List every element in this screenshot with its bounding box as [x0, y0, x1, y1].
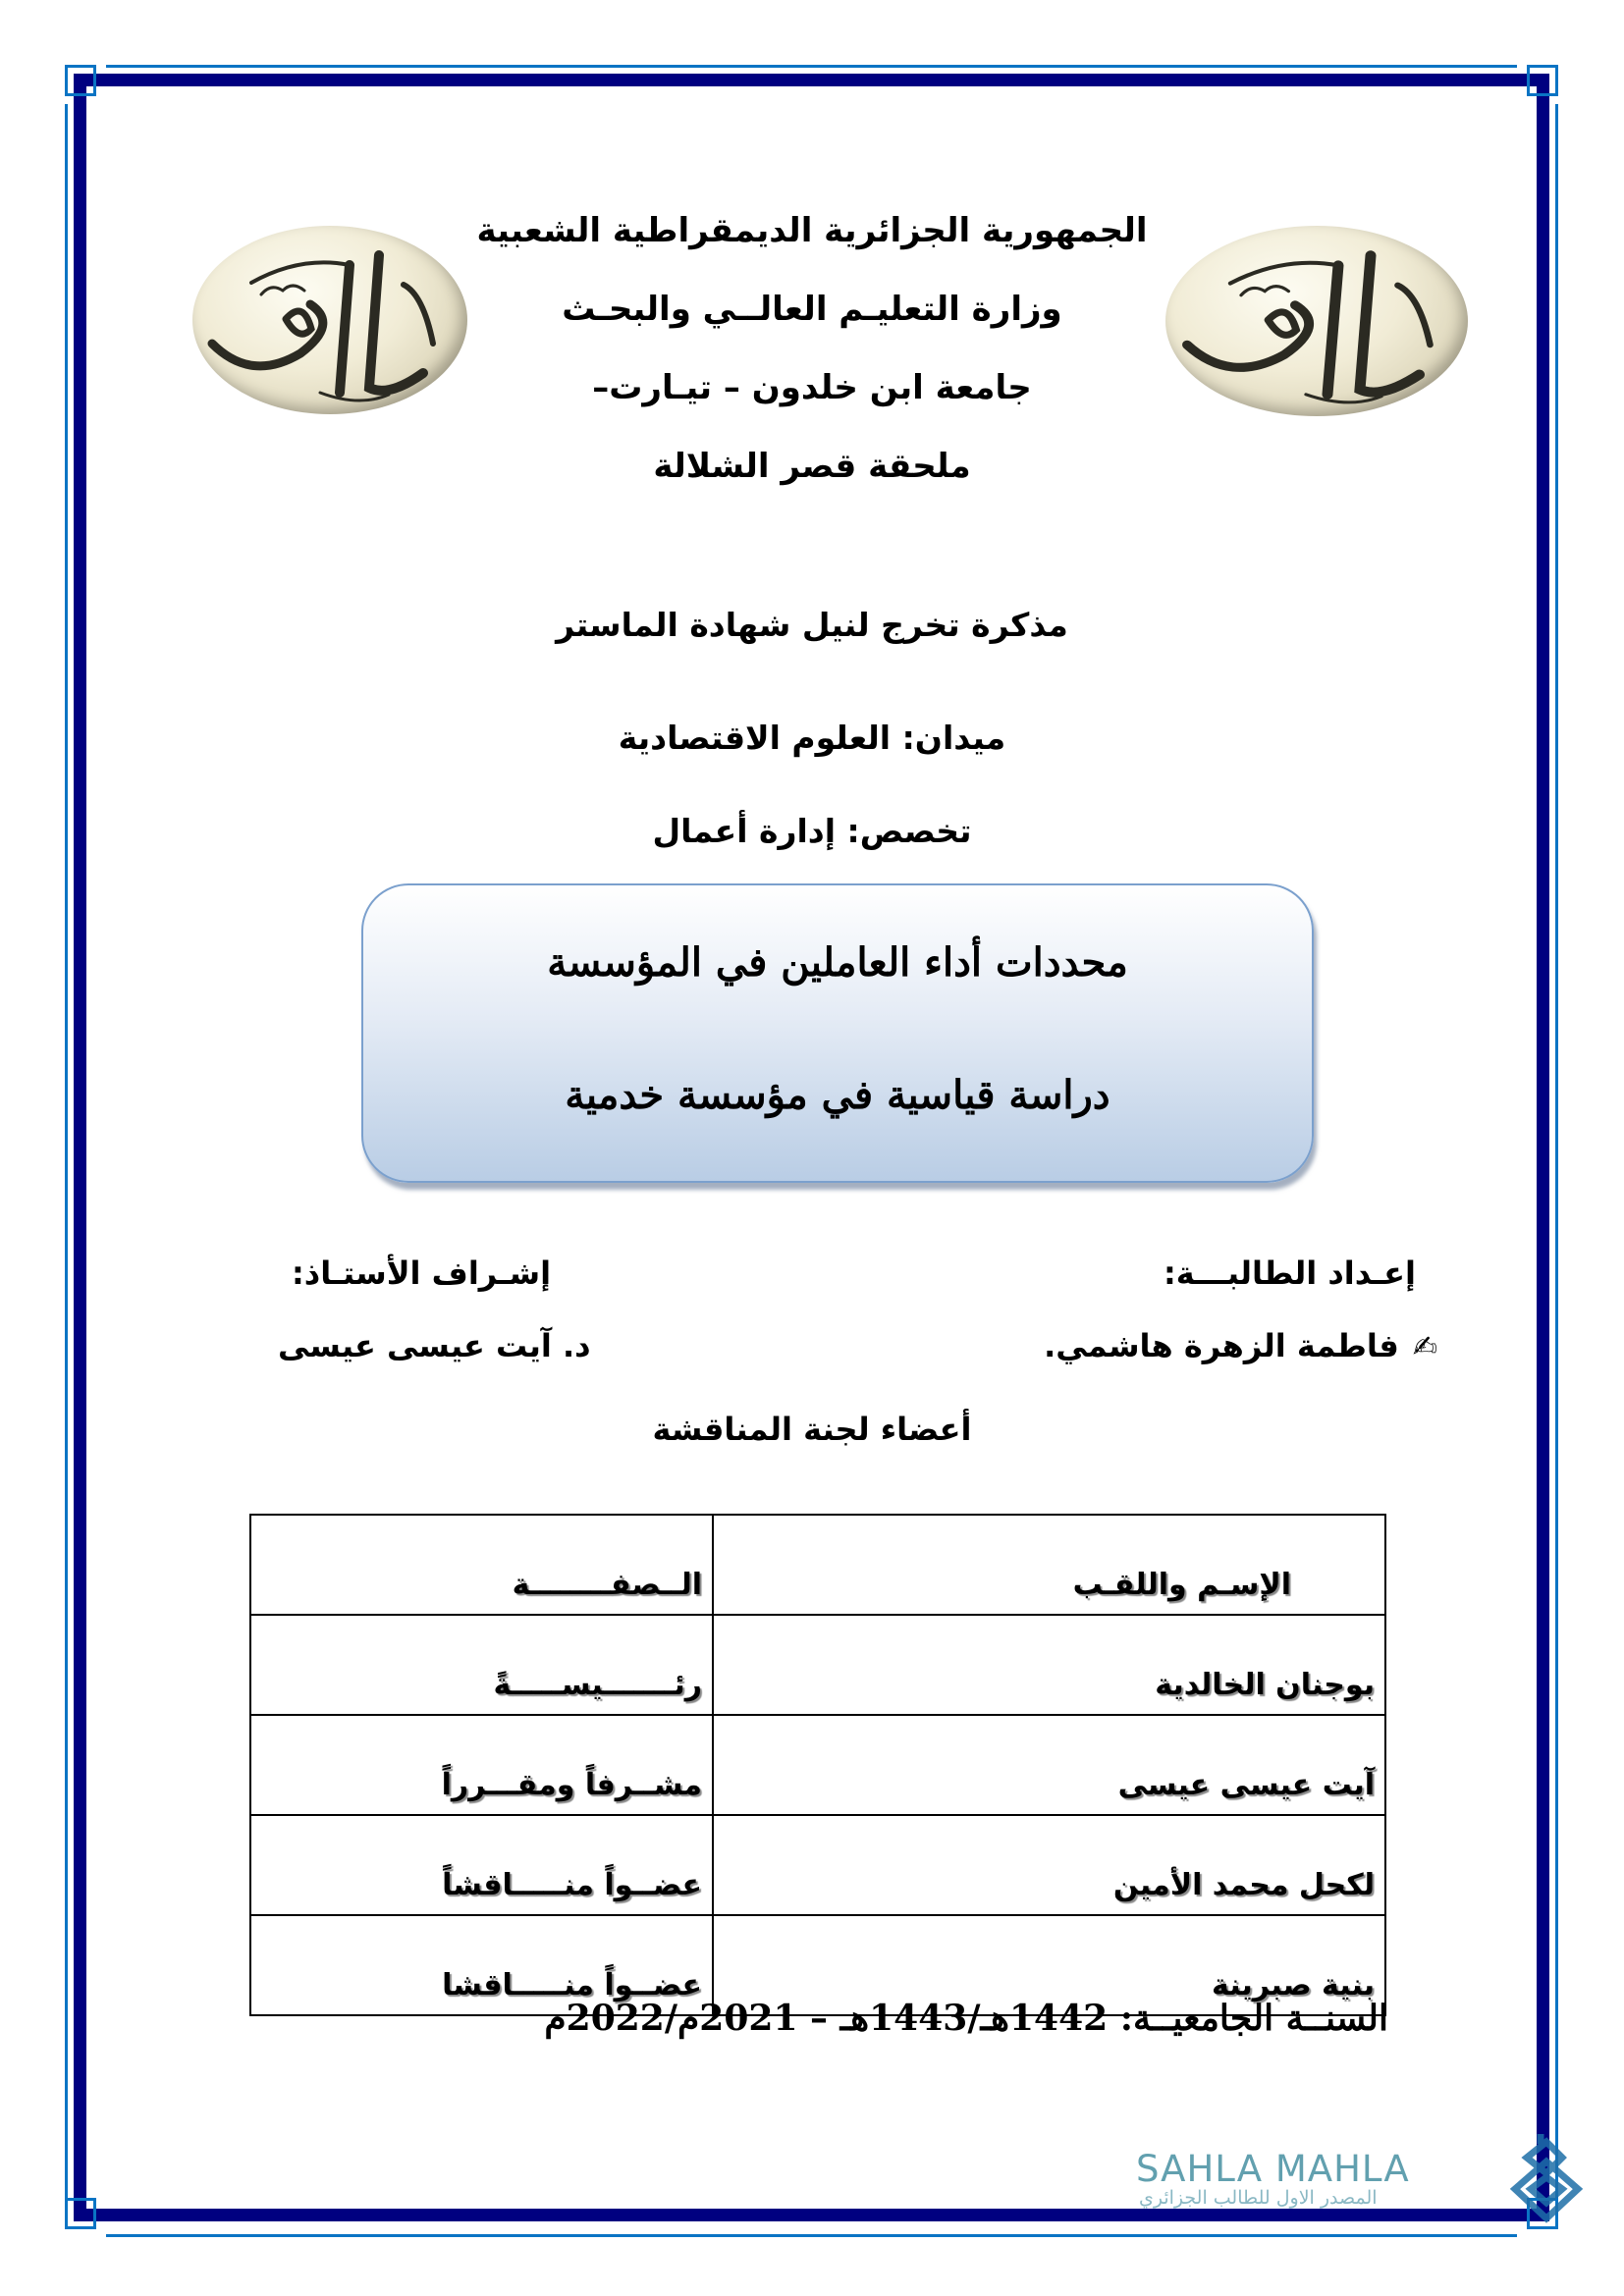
member-name: لكحل محمد الأمين: [713, 1815, 1385, 1915]
member-role: عضــواً منـــــاقشاً: [250, 1815, 713, 1915]
student-line: [1044, 1327, 1437, 1364]
supervisor-label: إشـراف الأستـاذ:: [292, 1255, 552, 1292]
republic-name: الجمهورية الجزائرية الديمقراطية الشعبية: [476, 211, 1148, 250]
border-corner-tl: [65, 65, 96, 96]
memo-field: ميدان: العلوم الاقتصادية: [618, 719, 1006, 757]
thesis-title-box: [361, 883, 1314, 1183]
member-name: بنية صبرينة: [713, 1915, 1385, 2015]
university-name: جامعة ابن خلدون – تيـارت–: [592, 368, 1032, 407]
watermark-brand: SAHLA MAHLA: [1136, 2148, 1410, 2190]
header-role: الــصفــــــــة: [250, 1515, 713, 1615]
border-corner-tr: [1527, 65, 1558, 96]
table-row: [250, 1615, 1385, 1715]
committee-table: [249, 1514, 1386, 2016]
member-name: آيت عيسى عيسى: [713, 1715, 1385, 1815]
supervisor-name: د. آيت عيسى عيسى: [278, 1327, 591, 1364]
table-row: [250, 1815, 1385, 1915]
thesis-title: محددات أداء العاملين في المؤسسة: [547, 939, 1128, 986]
academic-year: السنــة الجامعيــة: 1442هـ/1443هـ – 2021م/2022م: [544, 1998, 1388, 2039]
annex-name: ملحقة قصر الشلالة: [653, 447, 971, 486]
committee-heading: أعضاء لجنة المناقشة: [652, 1411, 972, 1448]
member-role: مشــرفاً ومقـــرراً: [250, 1715, 713, 1815]
border-corner-bl: [65, 2198, 96, 2229]
header-name: الإسـم واللقـب: [713, 1515, 1385, 1615]
member-name: بوجنان الخالدية: [713, 1615, 1385, 1715]
sahla-mahla-emblem-icon: [1507, 2128, 1586, 2226]
table-row: [250, 1715, 1385, 1815]
writing-hand-icon: ✍: [1412, 1330, 1437, 1364]
table-header-row: [250, 1515, 1385, 1615]
member-role: عضــواً منـــــاقشا: [250, 1915, 713, 2015]
member-role: رئـــــــيســـــةً: [250, 1615, 713, 1715]
memo-specialty: تخصص: إدارة أعمال: [652, 812, 972, 850]
student-name: فاطمة الزهرة هاشمي.: [1044, 1327, 1399, 1364]
memo-type: مذكرة تخرج لنيل شهادة الماستر: [556, 606, 1068, 644]
watermark-tagline: المصدر الاول للطالب الجزائري: [1139, 2187, 1378, 2209]
ministry-name: وزارة التعليـم العالــي والبحـث: [562, 290, 1062, 329]
student-label: إعـداد الطالبـــة:: [1163, 1255, 1416, 1292]
thesis-subtitle: دراسة قياسية في مؤسسة خدمية: [565, 1072, 1110, 1118]
